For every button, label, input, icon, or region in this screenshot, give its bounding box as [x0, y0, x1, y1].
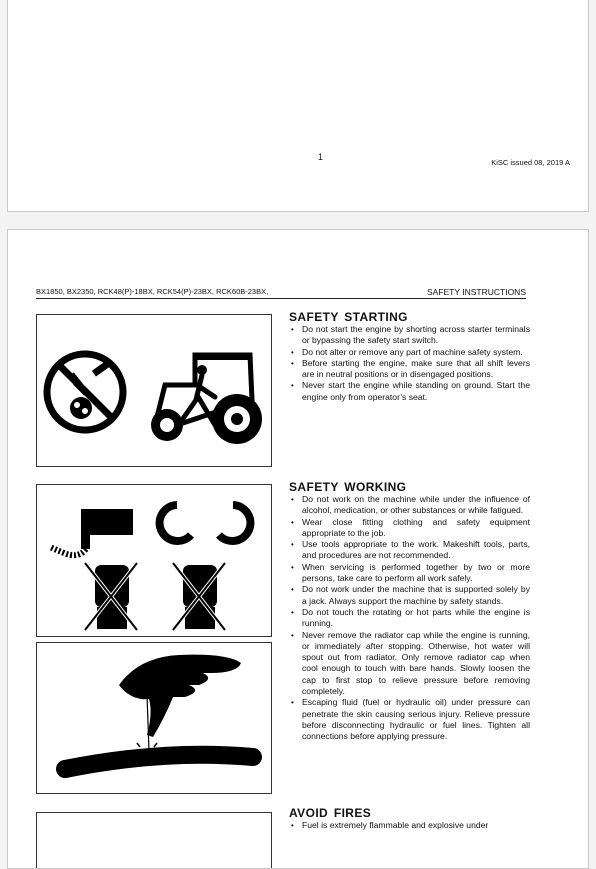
- safety-starting-list: [289, 324, 530, 403]
- list-item: • Do not work on the machine while under the influence of alcohol, medication, or other substances or while fatigued.: [289, 494, 530, 517]
- safety-working-list: [289, 494, 530, 743]
- issue-note: KiSC issued 08, 2019 A: [491, 158, 570, 167]
- list-item: • Use tools appropriate to the work. Makeshift tools, parts, and procedures are not recommended.: [289, 539, 530, 562]
- list-item: • Before starting the engine, make sure that all shift levers are in neutral positions or in disengaged positions.: [289, 358, 530, 381]
- starting-hazard-icon: [37, 315, 273, 468]
- header-section-title: SAFETY INSTRUCTIONS: [426, 287, 526, 297]
- header-models: BX1850, BX2350, RCK48(P)-18BX, RCK54(P)-23BX, RCK60B-23BX,: [36, 287, 269, 296]
- list-item: • Do not touch the rotating or hot parts while the engine is running.: [289, 607, 530, 630]
- list-item: • Wear close fitting clothing and safety equipment appropriate to the job.: [289, 517, 530, 540]
- safety-working-section: [289, 480, 530, 743]
- avoid-fires-section: [289, 806, 530, 831]
- avoid-fires-list: [289, 820, 530, 831]
- list-item: • Do not start the engine by shorting across starter terminals or bypassing the safety start switch.: [289, 324, 530, 347]
- list-item: • Fuel is extremely flammable and explosive under: [289, 820, 530, 831]
- list-item: • Never remove the radiator cap while the engine is running, or immediately after stopping. Otherwise, hot water will spout out from radiator. Only remove radiator cap when cool enough to touch with bare hands. Slowly loosen the cap to first stop to relieve pressure before removing completely.: [289, 630, 530, 698]
- list-item: • When servicing is performed together by two or more persons, take care to perform all work safely.: [289, 562, 530, 585]
- header-rule: [36, 298, 526, 299]
- safety-starting-illustration: [36, 314, 272, 467]
- list-item: • Escaping fluid (fuel or hydraulic oil) under pressure can penetrate the skin causing serious injury. Relieve pressure before disconnecting hydraulic or fuel lines. Tighten all connections before applying pressure.: [289, 697, 530, 742]
- section-title: SAFETY STARTING: [289, 310, 408, 324]
- list-item: • Never start the engine while standing on ground. Start the engine only from operator’s seat.: [289, 380, 530, 403]
- list-item: • Do not work under the machine that is supported solely by a jack. Always support the machine by safety stands.: [289, 584, 530, 607]
- section-title: SAFETY WORKING: [289, 480, 407, 494]
- safety-working-illustration: [36, 484, 272, 637]
- page-1: [7, 0, 589, 212]
- page-2: [7, 229, 589, 869]
- rotating-parts-hazard-icon: [37, 485, 273, 638]
- pressurized-fluid-illustration: [36, 642, 272, 794]
- section-title: AVOID FIRES: [289, 806, 372, 820]
- pressurized-fluid-icon: [37, 643, 273, 795]
- list-item: • Do not alter or remove any part of machine safety system.: [289, 347, 530, 358]
- avoid-fires-illustration: [36, 812, 272, 869]
- page-number: 1: [318, 152, 324, 162]
- safety-starting-section: [289, 310, 530, 403]
